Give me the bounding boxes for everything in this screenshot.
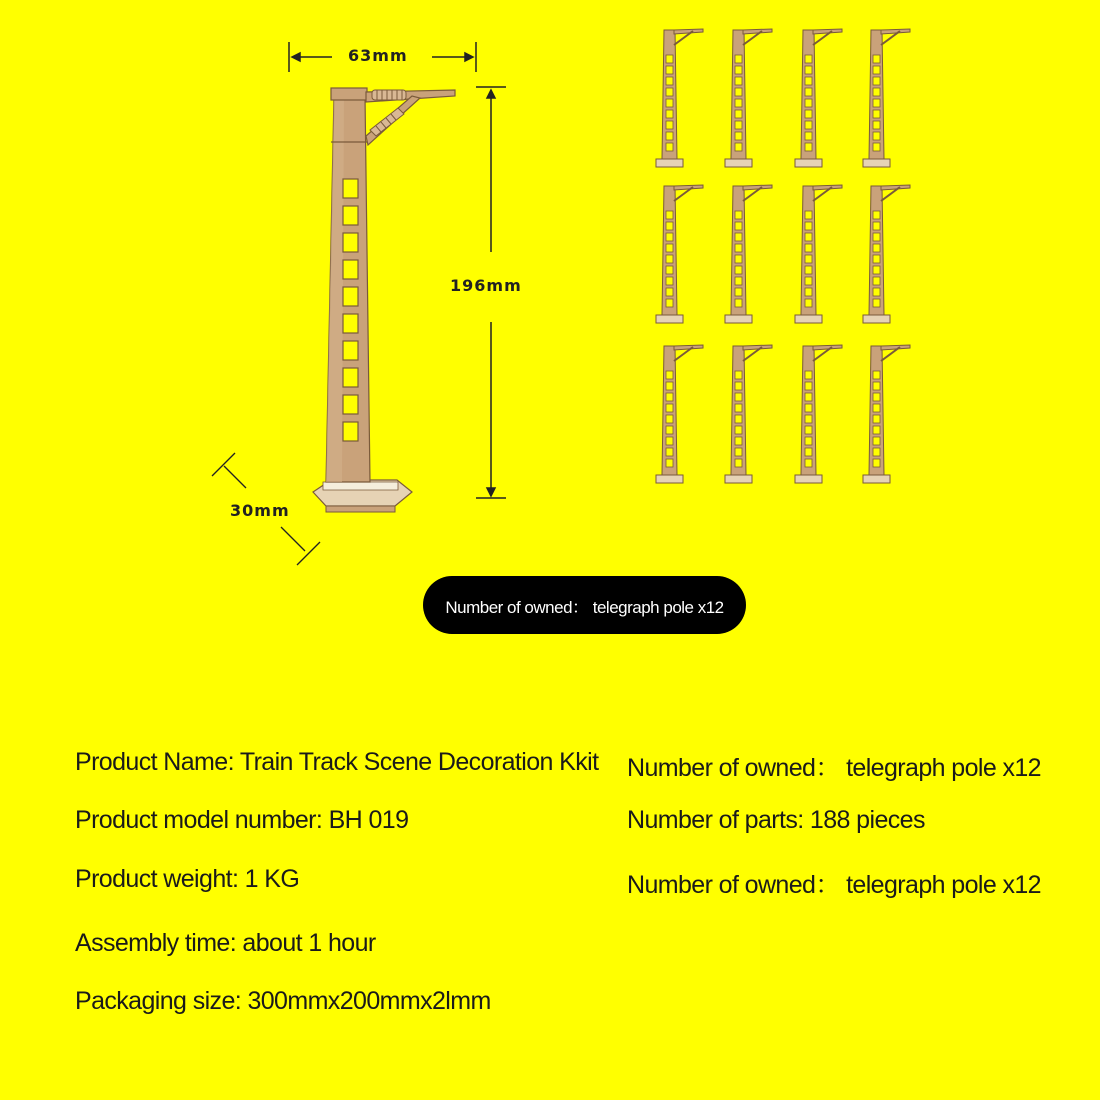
spec-product-name: Product Name: Train Track Scene Decoration Kkit <box>75 748 599 776</box>
spec-weight: Product weight: 1 KG <box>75 865 300 893</box>
small-pole <box>795 29 842 167</box>
depth-label: 30mm <box>230 501 290 520</box>
spec-packaging-size: Packaging size: 300mmx200mmx2lmm <box>75 987 491 1015</box>
small-pole <box>725 345 772 483</box>
small-pole <box>795 185 842 323</box>
quantity-badge <box>423 576 746 634</box>
small-pole <box>656 185 703 323</box>
spec-model-number: Product model number: BH 019 <box>75 806 409 834</box>
small-pole <box>656 29 703 167</box>
small-pole <box>863 29 910 167</box>
small-pole <box>725 29 772 167</box>
small-pole <box>863 185 910 323</box>
small-pole <box>863 345 910 483</box>
quantity-badge-text: Number of owned： telegraph pole x12 <box>445 597 724 617</box>
spec-number-owned: Number of owned： telegraph pole x12 <box>627 754 1041 782</box>
width-label: 63mm <box>348 46 408 65</box>
small-pole <box>656 345 703 483</box>
small-pole <box>795 345 842 483</box>
spec-number-owned-repeat: Number of owned： telegraph pole x12 <box>627 871 1041 899</box>
small-pole <box>725 185 772 323</box>
spec-assembly-time: Assembly time: about 1 hour <box>75 929 376 957</box>
height-label: 196mm <box>450 276 522 295</box>
spec-number-parts: Number of parts: 188 pieces <box>627 806 925 834</box>
